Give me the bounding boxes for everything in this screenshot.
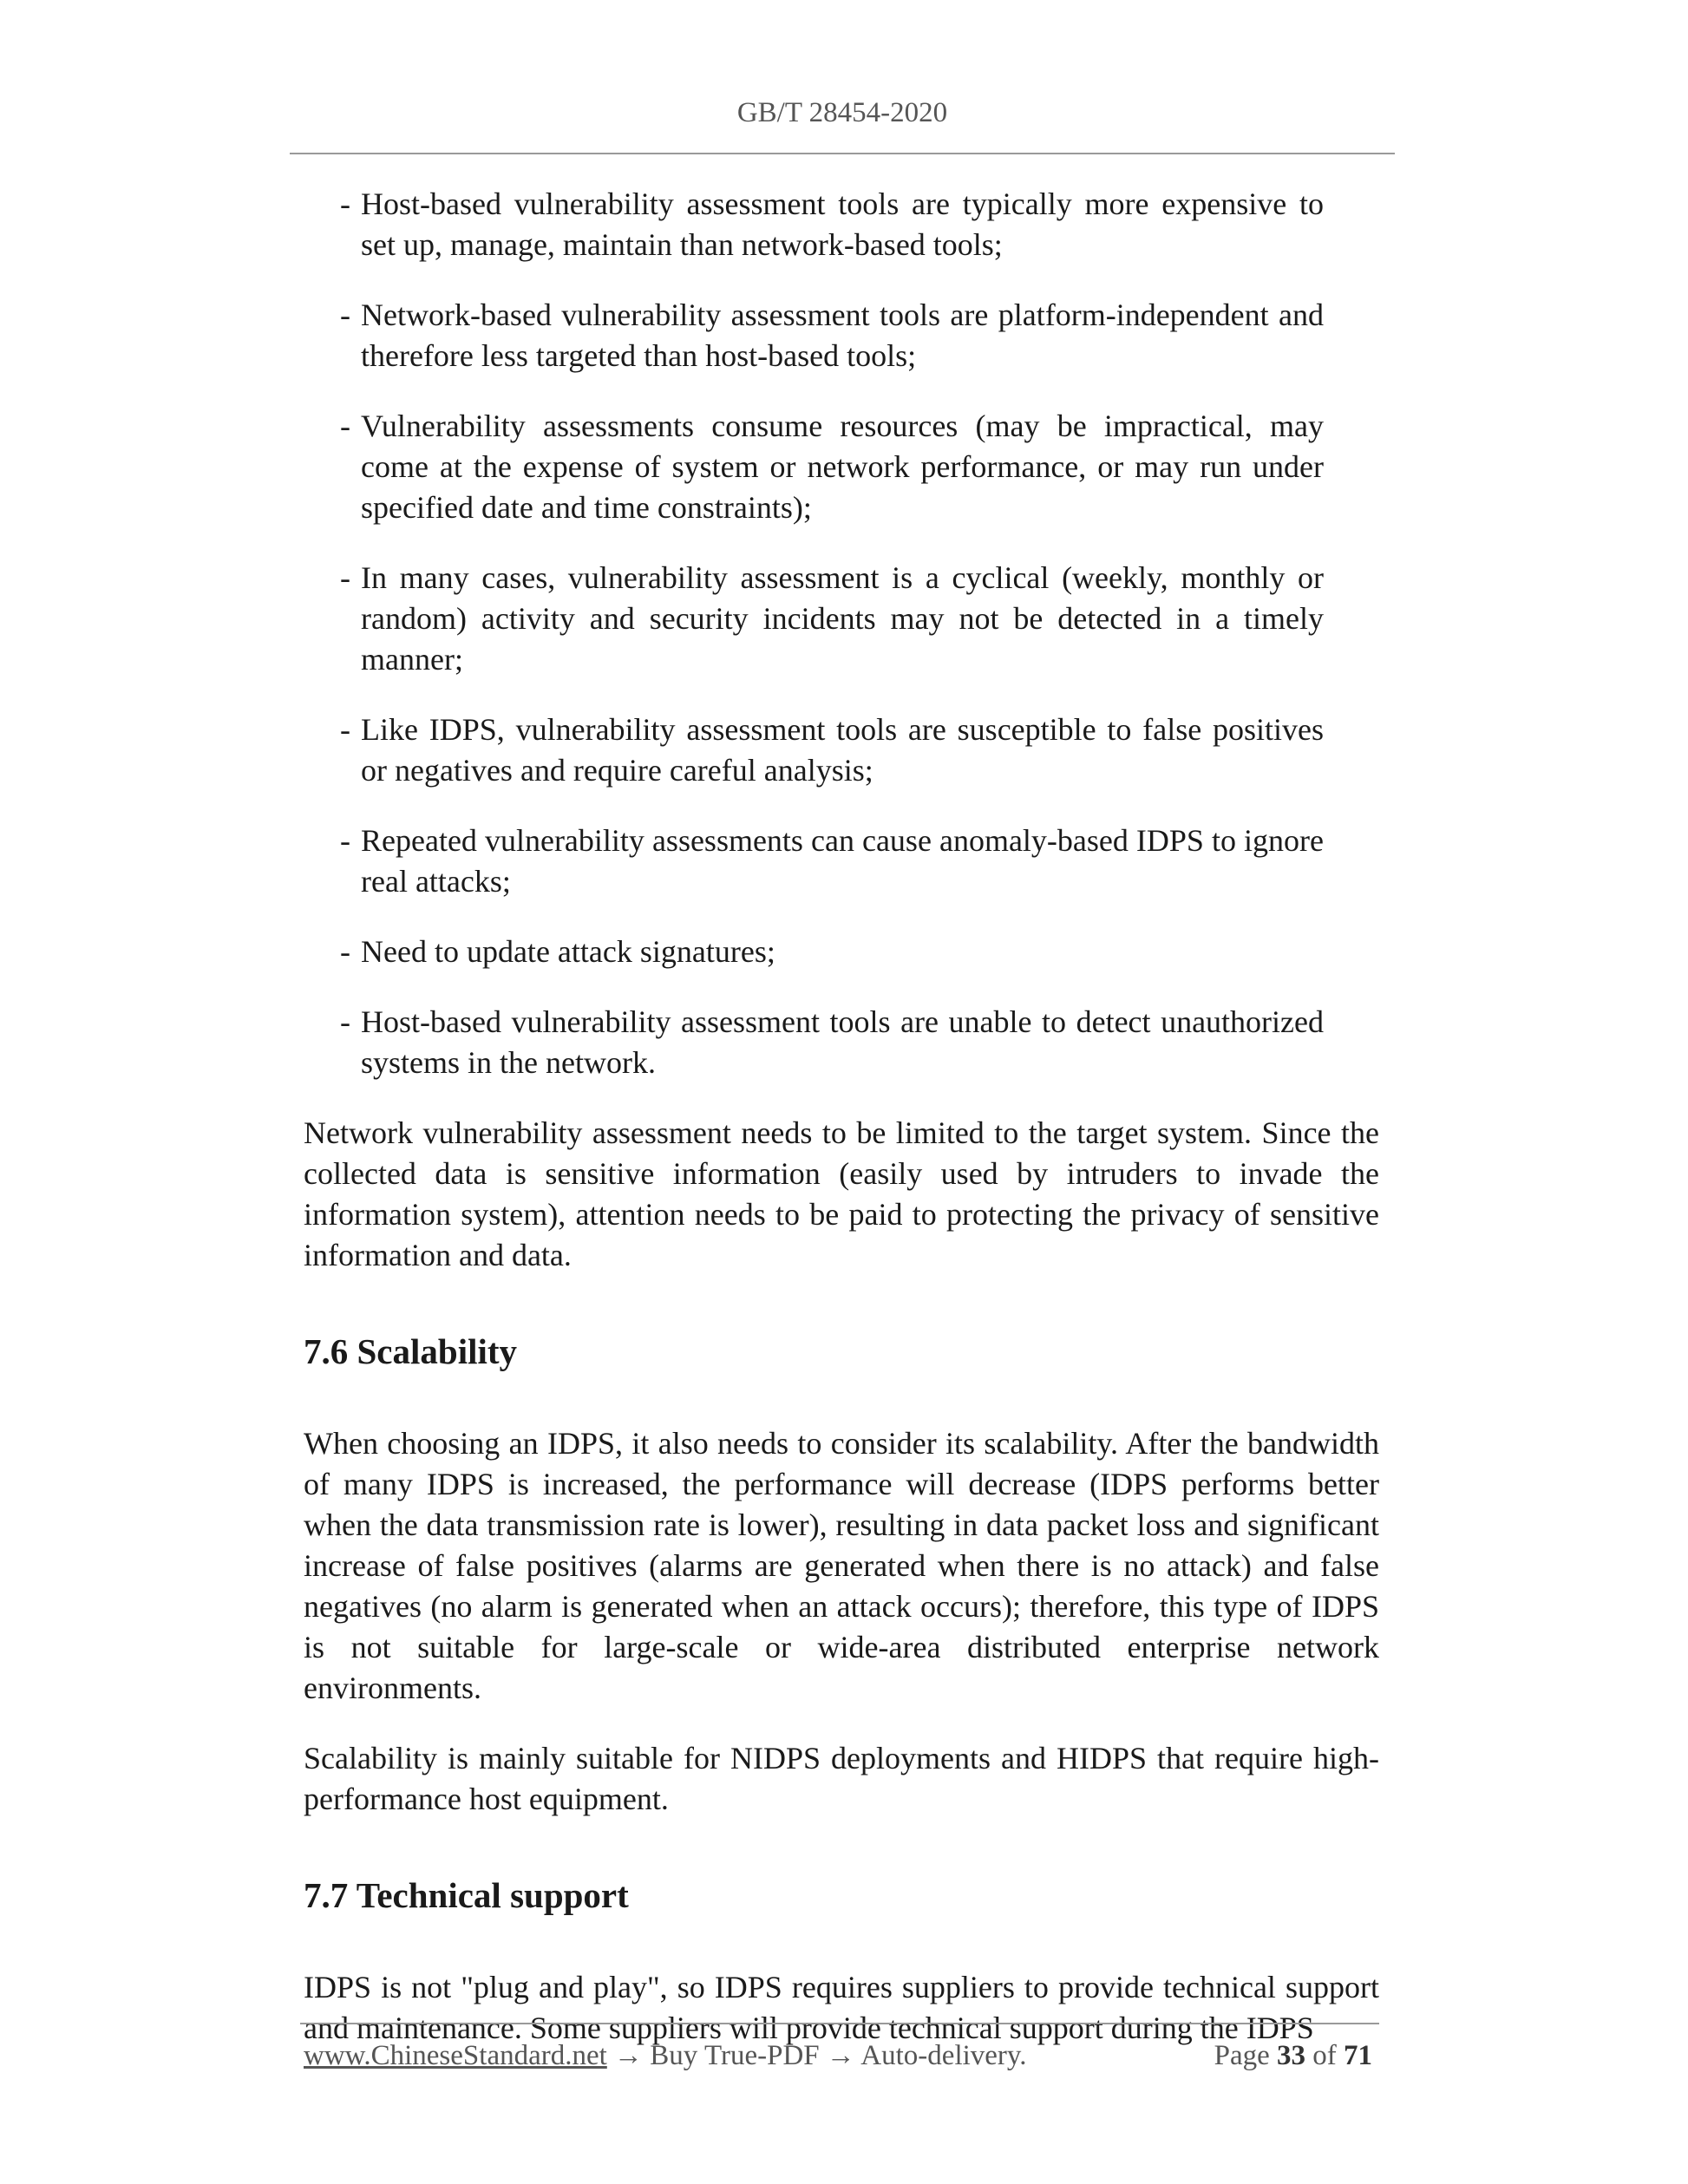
page-number: 33 <box>1277 2040 1305 2071</box>
section-heading-technical-support: 7.7 Technical support <box>304 1875 629 1915</box>
bullet-marker: - <box>340 560 350 595</box>
list-item-text: In many cases, vulnerability assessment is a cyclical (weekly, monthly or random) activity and security incidents may not be detected in a timely manner; <box>361 560 1324 677</box>
list-item-text: Vulnerability assessments consume resources (may be impractical, may come at the expense of system or network performance, or may run under specified date and time constraints); <box>361 409 1324 525</box>
bullet-marker: - <box>340 1004 350 1039</box>
site-link[interactable]: www.ChineseStandard.net <box>304 2040 607 2071</box>
list-item <box>340 821 1324 902</box>
scalability-paragraph: Scalability is mainly suitable for NIDPS deployments and HIDPS that require high-performance host equipment. <box>304 1741 1379 1816</box>
section-heading-scalability: 7.6 Scalability <box>304 1331 518 1371</box>
list-item-text: Repeated vulnerability assessments can cause anomaly-based IDPS to ignore real attacks; <box>361 823 1324 899</box>
bullet-marker: - <box>340 712 350 747</box>
list-item <box>340 406 1324 528</box>
document-header: GB/T 28454-2020 <box>736 97 948 128</box>
footer-promo: → Buy True-PDF → Auto-delivery. <box>606 2040 1027 2071</box>
page-indicator <box>1214 2040 1372 2072</box>
bullet-marker: - <box>340 298 350 332</box>
list-item-text: Host-based vulnerability assessment tools are typically more expensive to set up, manage, maintain than network-based tools; <box>361 186 1324 262</box>
bullet-marker: - <box>340 186 350 221</box>
footer-divider <box>300 2023 1379 2024</box>
bullet-marker: - <box>340 409 350 443</box>
list-item-text: Need to update attack signatures; <box>361 934 775 969</box>
list-item <box>340 558 1324 680</box>
privacy-paragraph: Network vulnerability assessment needs to be limited to the target system. Since the collected data is sensitive information (easily used by intruders to invade the information system), attention needs to be paid to protecting the privacy of sensitive information and data. <box>304 1115 1379 1272</box>
list-item-text: Like IDPS, vulnerability assessment tools are susceptible to false positives or negatives and require careful analysis; <box>361 712 1324 788</box>
of-label: of <box>1312 2040 1337 2071</box>
page-footer <box>304 2040 1379 2072</box>
list-item <box>340 184 1324 265</box>
total-pages: 71 <box>1344 2040 1372 2071</box>
scalability-paragraph: When choosing an IDPS, it also needs to consider its scalability. After the bandwidth of many IDPS is increased, the performance will decrease (IDPS performs better when the data transmission rate is lower), resulting in data packet loss and significant increase of false positives (alarms are generated when there is no attack) and false negatives (no alarm is generated when an attack occurs); therefore, this type of IDPS is not suitable for large-scale or wide-area distributed enterprise network environments. <box>304 1426 1379 1705</box>
list-item <box>340 709 1324 791</box>
list-item <box>340 1002 1324 1083</box>
list-item <box>340 295 1324 376</box>
bullet-marker: - <box>340 934 350 969</box>
technical-support-paragraph: IDPS is not "plug and play", so IDPS requires suppliers to provide technical support and maintenance. Some suppliers will provide technical support during the IDPS <box>304 1970 1379 2045</box>
page-content <box>304 184 1379 2078</box>
list-item-text: Network-based vulnerability assessment tools are platform-independent and therefore less targeted than host-based tools; <box>361 298 1324 373</box>
list-item <box>340 932 1324 972</box>
bullet-marker: - <box>340 823 350 858</box>
page-label: Page <box>1214 2040 1270 2071</box>
list-item-text: Host-based vulnerability assessment tools are unable to detect unauthorized systems in the network. <box>361 1004 1324 1080</box>
header-divider <box>290 153 1395 154</box>
